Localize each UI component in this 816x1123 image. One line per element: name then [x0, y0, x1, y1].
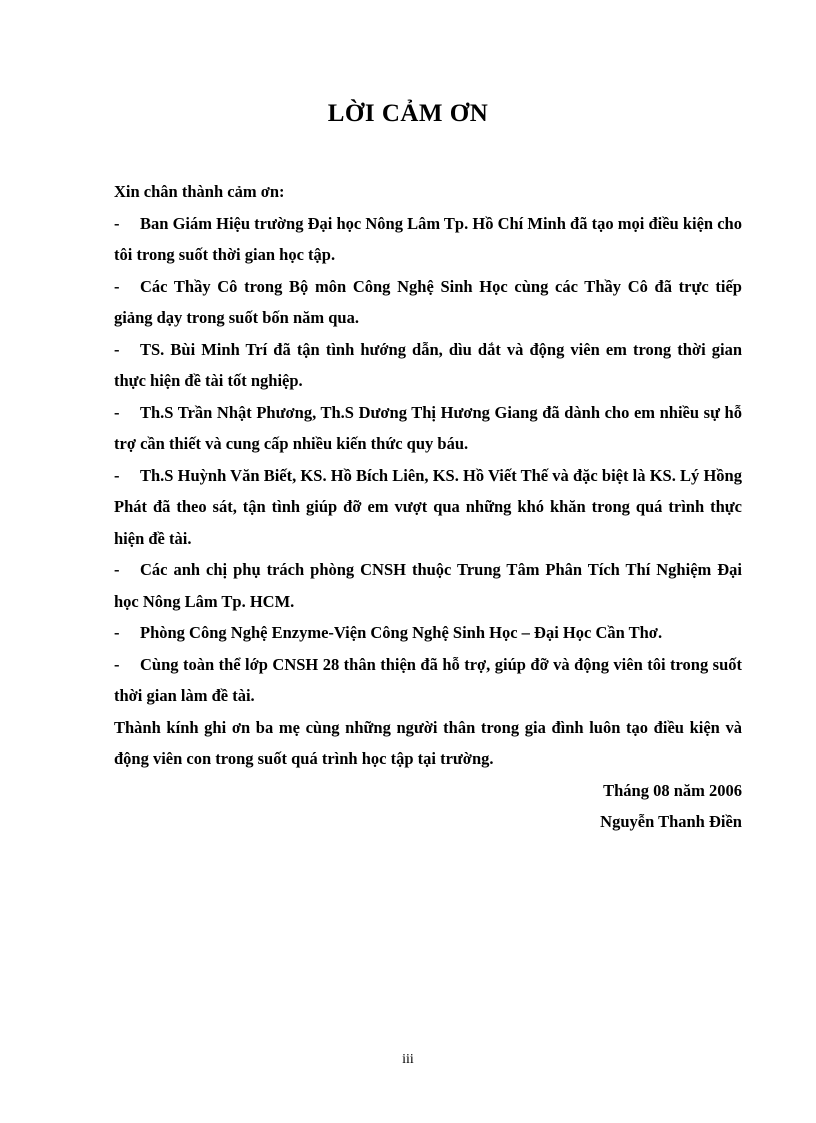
list-item-text: TS. Bùi Minh Trí đã tận tình hướng dẫn, dìu dắt và động viên em trong thời gian thực hiện đề tài tốt nghiệp. [114, 339, 742, 390]
closing-paragraph: Thành kính ghi ơn ba mẹ cùng những người thân trong gia đình luôn tạo điều kiện và động viên con trong suốt quá trình học tập tại trường. [114, 717, 742, 768]
list-item-text: Cùng toàn thể lớp CNSH 28 thân thiện đã hỗ trợ, giúp đỡ và động viên tôi trong suốt thời gian làm đề tài. [114, 654, 742, 705]
list-dash: - [114, 623, 120, 642]
list-item [114, 208, 742, 271]
page-number: iii [402, 1052, 414, 1067]
intro-line: Xin chân thành cảm ơn: [114, 182, 285, 201]
list-item [114, 397, 742, 460]
list-item-text: Các anh chị phụ trách phòng CNSH thuộc Trung Tâm Phân Tích Thí Nghiệm Đại học Nông Lâm Tp. HCM. [114, 560, 742, 611]
list-dash: - [114, 560, 120, 579]
acknowledgement-body [114, 176, 742, 838]
list-dash: - [114, 276, 120, 296]
list-dash: - [114, 465, 120, 485]
signature-date: Tháng 08 năm 2006 [603, 780, 742, 800]
page-title: LỜI CẢM ƠN [327, 100, 489, 127]
list-item [114, 649, 742, 712]
list-item [114, 334, 742, 397]
list-item [114, 617, 742, 649]
list-item-text: Th.S Trần Nhật Phương, Th.S Dương Thị Hương Giang đã dành cho em nhiều sự hỗ trợ cần thiết và cung cấp nhiều kiến thức quy báu. [114, 402, 742, 453]
list-dash: - [114, 339, 120, 359]
list-item [114, 554, 742, 617]
list-item-text: Các Thầy Cô trong Bộ môn Công Nghệ Sinh Học cùng các Thầy Cô đã trực tiếp giảng dạy trong suốt bốn năm qua. [114, 276, 742, 327]
list-item-text: Th.S Huỳnh Văn Biết, KS. Hồ Bích Liên, KS. Hồ Viết Thế và đặc biệt là KS. Lý Hồng Phát đã theo sát, tận tình giúp đỡ em vượt qua những khó khăn trong quá trình thực hiện đề tài. [114, 465, 742, 548]
list-item [114, 271, 742, 334]
list-item-text: Phòng Công Nghệ Enzyme-Viện Công Nghệ Sinh Học – Đại Học Cần Thơ. [140, 623, 663, 642]
list-dash: - [114, 402, 120, 422]
list-item-text: Ban Giám Hiệu trường Đại học Nông Lâm Tp. Hồ Chí Minh đã tạo mọi điều kiện cho tôi trong suốt thời gian học tập. [114, 213, 742, 264]
list-item [114, 460, 742, 555]
signature-author: Nguyễn Thanh Điền [600, 812, 742, 831]
list-dash: - [114, 654, 120, 674]
list-dash: - [114, 213, 120, 233]
